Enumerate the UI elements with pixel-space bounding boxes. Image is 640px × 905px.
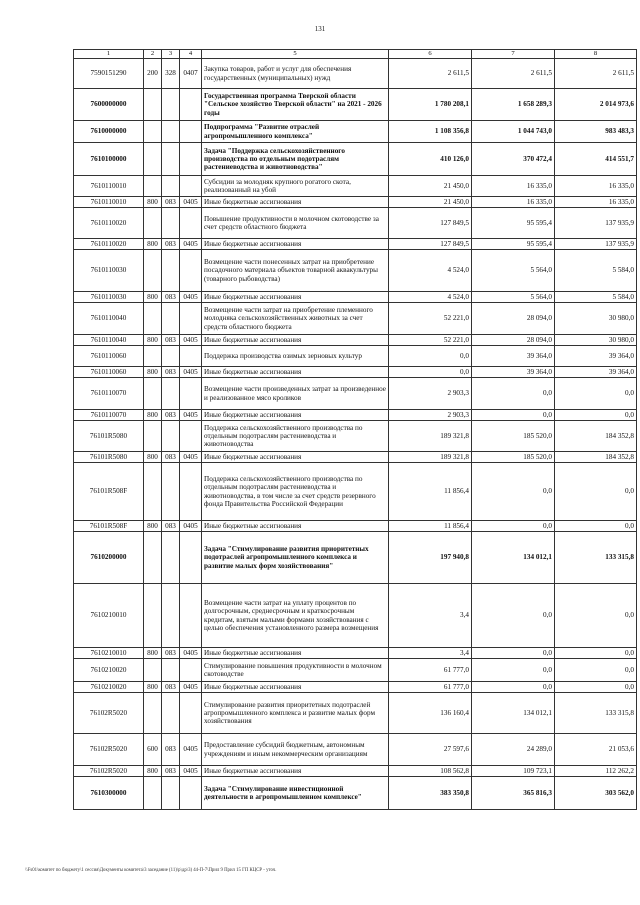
- header-cell: 1: [74, 50, 144, 59]
- amount-2023-cell: 112 262,2: [555, 766, 637, 777]
- expense-type-cell: 800: [144, 682, 162, 693]
- section-code-cell: [180, 421, 202, 452]
- table-row: [74, 777, 637, 810]
- table-row: [74, 176, 637, 197]
- ministry-code-cell: 083: [162, 452, 180, 463]
- amount-2022-cell: 16 335,0: [472, 197, 555, 208]
- amount-2023-cell: 0,0: [555, 410, 637, 421]
- expense-type-cell: [144, 303, 162, 335]
- amount-2022-cell: 95 595,4: [472, 239, 555, 250]
- amount-2023-cell: 2 611,5: [555, 59, 637, 89]
- expense-type-cell: 800: [144, 648, 162, 659]
- amount-2021-cell: 4 524,0: [389, 250, 472, 292]
- kcsr-code-cell: 7600000000: [74, 89, 144, 121]
- table-row: [74, 335, 637, 346]
- amount-2023-cell: 0,0: [555, 521, 637, 532]
- amount-2022-cell: 0,0: [472, 521, 555, 532]
- description-cell: Поддержка сельскохозяйственного производства по отдельным подотраслям растениеводства и животноводства: [202, 421, 389, 452]
- amount-2022-cell: 0,0: [472, 378, 555, 410]
- section-code-cell: [180, 143, 202, 176]
- expense-type-cell: [144, 121, 162, 143]
- description-cell: Государственная программа Тверской области "Сельское хозяйство Тверской области" на 2021 - 2026 годы: [202, 89, 389, 121]
- amount-2022-cell: 0,0: [472, 463, 555, 521]
- ministry-code-cell: 083: [162, 197, 180, 208]
- expense-type-cell: 800: [144, 239, 162, 250]
- expense-type-cell: [144, 693, 162, 734]
- kcsr-code-cell: 7610110010: [74, 176, 144, 197]
- amount-2022-cell: 185 520,0: [472, 421, 555, 452]
- amount-2022-cell: 95 595,4: [472, 208, 555, 239]
- amount-2022-cell: 109 723,1: [472, 766, 555, 777]
- table-row: [74, 303, 637, 335]
- amount-2022-cell: 0,0: [472, 659, 555, 682]
- amount-2021-cell: 21 450,0: [389, 197, 472, 208]
- kcsr-code-cell: 7610110060: [74, 346, 144, 367]
- ministry-code-cell: [162, 532, 180, 584]
- table-row: [74, 89, 637, 121]
- footer-path: \\Fs01\комитет по бюджету\1 сессия\Документы комитета\3 заседание (11)\р\др\3) 44-П-7\Прил 9 Прил 15 ГП КЦСР - уточ.: [25, 868, 277, 873]
- header-cell: 5: [202, 50, 389, 59]
- kcsr-code-cell: 7610300000: [74, 777, 144, 810]
- description-cell: Иные бюджетные ассигнования: [202, 197, 389, 208]
- ministry-code-cell: [162, 176, 180, 197]
- section-code-cell: 0405: [180, 734, 202, 766]
- amount-2021-cell: 52 221,0: [389, 303, 472, 335]
- table-row: [74, 121, 637, 143]
- kcsr-code-cell: 7610000000: [74, 121, 144, 143]
- expense-type-cell: [144, 378, 162, 410]
- kcsr-code-cell: 7610210010: [74, 648, 144, 659]
- kcsr-code-cell: 7610110070: [74, 378, 144, 410]
- expense-type-cell: [144, 421, 162, 452]
- description-cell: Повышение продуктивности в молочном скотоводстве за счет средств областного бюджета: [202, 208, 389, 239]
- kcsr-code-cell: 76101R5080: [74, 452, 144, 463]
- page-number: 131: [314, 25, 326, 33]
- ministry-code-cell: [162, 378, 180, 410]
- budget-table: [73, 49, 637, 810]
- amount-2023-cell: 0,0: [555, 648, 637, 659]
- description-cell: Иные бюджетные ассигнования: [202, 335, 389, 346]
- header-cell: 3: [162, 50, 180, 59]
- expense-type-cell: 200: [144, 59, 162, 89]
- description-cell: Иные бюджетные ассигнования: [202, 367, 389, 378]
- kcsr-code-cell: 76102R5020: [74, 734, 144, 766]
- kcsr-code-cell: 7610210020: [74, 682, 144, 693]
- amount-2021-cell: 61 777,0: [389, 659, 472, 682]
- section-code-cell: 0405: [180, 292, 202, 303]
- ministry-code-cell: 083: [162, 648, 180, 659]
- ministry-code-cell: [162, 693, 180, 734]
- amount-2022-cell: 0,0: [472, 648, 555, 659]
- ministry-code-cell: [162, 346, 180, 367]
- section-code-cell: 0405: [180, 367, 202, 378]
- amount-2021-cell: 21 450,0: [389, 176, 472, 197]
- section-code-cell: [180, 250, 202, 292]
- amount-2022-cell: 2 611,5: [472, 59, 555, 89]
- amount-2021-cell: 2 611,5: [389, 59, 472, 89]
- expense-type-cell: [144, 143, 162, 176]
- section-code-cell: 0405: [180, 682, 202, 693]
- amount-2023-cell: 5 584,0: [555, 292, 637, 303]
- ministry-code-cell: 083: [162, 335, 180, 346]
- header-row: [74, 50, 637, 59]
- table-row: [74, 197, 637, 208]
- amount-2021-cell: 0,0: [389, 346, 472, 367]
- expense-type-cell: 600: [144, 734, 162, 766]
- ministry-code-cell: [162, 143, 180, 176]
- kcsr-code-cell: 7610200000: [74, 532, 144, 584]
- kcsr-code-cell: 7610210010: [74, 584, 144, 648]
- amount-2021-cell: 4 524,0: [389, 292, 472, 303]
- description-cell: Задача "Стимулирование инвестиционной деятельности в агропромышленном комплексе": [202, 777, 389, 810]
- ministry-code-cell: 083: [162, 410, 180, 421]
- section-code-cell: [180, 208, 202, 239]
- kcsr-code-cell: 76101R5080: [74, 421, 144, 452]
- section-code-cell: [180, 659, 202, 682]
- table-row: [74, 421, 637, 452]
- section-code-cell: [180, 303, 202, 335]
- kcsr-code-cell: 7610100000: [74, 143, 144, 176]
- amount-2023-cell: 133 315,8: [555, 693, 637, 734]
- section-code-cell: 0405: [180, 648, 202, 659]
- table-row: [74, 648, 637, 659]
- amount-2023-cell: 39 364,0: [555, 367, 637, 378]
- amount-2021-cell: 410 126,0: [389, 143, 472, 176]
- ministry-code-cell: [162, 303, 180, 335]
- expense-type-cell: 800: [144, 197, 162, 208]
- description-cell: Возмещение части затрат на приобретение племенного молодняка сельскохозяйственных животных за счет средств областного бюджета: [202, 303, 389, 335]
- expense-type-cell: [144, 89, 162, 121]
- description-cell: Субсидии за молодняк крупного рогатого скота, реализованный на убой: [202, 176, 389, 197]
- section-code-cell: [180, 532, 202, 584]
- amount-2023-cell: 30 980,0: [555, 335, 637, 346]
- amount-2021-cell: 27 597,6: [389, 734, 472, 766]
- amount-2021-cell: 108 562,8: [389, 766, 472, 777]
- amount-2021-cell: 11 856,4: [389, 521, 472, 532]
- amount-2023-cell: 983 483,3: [555, 121, 637, 143]
- table-row: [74, 59, 637, 89]
- amount-2022-cell: 185 520,0: [472, 452, 555, 463]
- kcsr-code-cell: 7610110030: [74, 292, 144, 303]
- kcsr-code-cell: 7610110060: [74, 367, 144, 378]
- amount-2021-cell: 3,4: [389, 648, 472, 659]
- amount-2021-cell: 1 780 208,1: [389, 89, 472, 121]
- section-code-cell: [180, 378, 202, 410]
- ministry-code-cell: 083: [162, 682, 180, 693]
- section-code-cell: [180, 89, 202, 121]
- amount-2021-cell: 2 903,3: [389, 378, 472, 410]
- table-row: [74, 452, 637, 463]
- kcsr-code-cell: 7610110010: [74, 197, 144, 208]
- ministry-code-cell: [162, 250, 180, 292]
- table-row: [74, 532, 637, 584]
- ministry-code-cell: 083: [162, 521, 180, 532]
- amount-2023-cell: 30 980,0: [555, 303, 637, 335]
- amount-2023-cell: 414 551,7: [555, 143, 637, 176]
- amount-2022-cell: 1 044 743,0: [472, 121, 555, 143]
- amount-2023-cell: 16 335,0: [555, 197, 637, 208]
- section-code-cell: 0405: [180, 410, 202, 421]
- amount-2022-cell: 0,0: [472, 410, 555, 421]
- amount-2022-cell: 370 472,4: [472, 143, 555, 176]
- ministry-code-cell: 328: [162, 59, 180, 89]
- table-row: [74, 766, 637, 777]
- expense-type-cell: 800: [144, 452, 162, 463]
- amount-2021-cell: 127 849,5: [389, 208, 472, 239]
- amount-2021-cell: 52 221,0: [389, 335, 472, 346]
- amount-2022-cell: 5 564,0: [472, 292, 555, 303]
- ministry-code-cell: [162, 421, 180, 452]
- description-cell: Иные бюджетные ассигнования: [202, 682, 389, 693]
- kcsr-code-cell: 76102R5020: [74, 693, 144, 734]
- ministry-code-cell: [162, 121, 180, 143]
- table-row: [74, 682, 637, 693]
- amount-2023-cell: 39 364,0: [555, 346, 637, 367]
- table-row: [74, 292, 637, 303]
- amount-2022-cell: 134 012,1: [472, 693, 555, 734]
- ministry-code-cell: [162, 89, 180, 121]
- amount-2023-cell: 5 584,0: [555, 250, 637, 292]
- section-code-cell: 0405: [180, 766, 202, 777]
- description-cell: Стимулирование развития приоритетных подотраслей агропромышленного комплекса и развитие малых форм хозяйствования: [202, 693, 389, 734]
- section-code-cell: 0405: [180, 197, 202, 208]
- expense-type-cell: [144, 463, 162, 521]
- description-cell: Возмещение части произведенных затрат за произведенное и реализованное мясо кроликов: [202, 378, 389, 410]
- amount-2022-cell: 16 335,0: [472, 176, 555, 197]
- amount-2021-cell: 1 108 356,8: [389, 121, 472, 143]
- amount-2023-cell: 184 352,8: [555, 452, 637, 463]
- kcsr-code-cell: 7610110020: [74, 239, 144, 250]
- amount-2023-cell: 0,0: [555, 584, 637, 648]
- expense-type-cell: 800: [144, 410, 162, 421]
- kcsr-code-cell: 7610110020: [74, 208, 144, 239]
- amount-2022-cell: 0,0: [472, 584, 555, 648]
- expense-type-cell: 800: [144, 335, 162, 346]
- expense-type-cell: 800: [144, 367, 162, 378]
- table-row: [74, 367, 637, 378]
- section-code-cell: 0405: [180, 335, 202, 346]
- amount-2023-cell: 184 352,8: [555, 421, 637, 452]
- section-code-cell: [180, 463, 202, 521]
- header-cell: 7: [472, 50, 555, 59]
- expense-type-cell: 800: [144, 521, 162, 532]
- amount-2021-cell: 127 849,5: [389, 239, 472, 250]
- amount-2023-cell: 0,0: [555, 659, 637, 682]
- table-row: [74, 659, 637, 682]
- amount-2022-cell: 39 364,0: [472, 346, 555, 367]
- amount-2022-cell: 24 289,0: [472, 734, 555, 766]
- amount-2023-cell: 2 014 973,6: [555, 89, 637, 121]
- table-row: [74, 521, 637, 532]
- expense-type-cell: [144, 659, 162, 682]
- kcsr-code-cell: 7610110030: [74, 250, 144, 292]
- table-row: [74, 250, 637, 292]
- description-cell: Иные бюджетные ассигнования: [202, 766, 389, 777]
- amount-2022-cell: 0,0: [472, 682, 555, 693]
- description-cell: Возмещение части затрат на уплату процентов по долгосрочным, среднесрочным и краткосрочным кредитам, взятым малыми формами хозяйствования с целью обеспечения установленного размера возмещения: [202, 584, 389, 648]
- section-code-cell: [180, 693, 202, 734]
- description-cell: Поддержка производства озимых зерновых культур: [202, 346, 389, 367]
- description-cell: Задача "Поддержка сельскохозяйственного производства по отдельным подотраслям растениеводства и животноводства": [202, 143, 389, 176]
- table-row: [74, 693, 637, 734]
- section-code-cell: [180, 584, 202, 648]
- ministry-code-cell: 083: [162, 367, 180, 378]
- section-code-cell: 0407: [180, 59, 202, 89]
- description-cell: Поддержка сельскохозяйственного производства по отдельным подотраслям растениеводства и животноводства, в том числе за счет средств резервного фонда Правительства Российской Федерации: [202, 463, 389, 521]
- amount-2021-cell: 383 350,8: [389, 777, 472, 810]
- header-cell: 4: [180, 50, 202, 59]
- amount-2023-cell: 137 935,9: [555, 208, 637, 239]
- expense-type-cell: [144, 584, 162, 648]
- kcsr-code-cell: 76102R5020: [74, 766, 144, 777]
- ministry-code-cell: 083: [162, 766, 180, 777]
- ministry-code-cell: [162, 659, 180, 682]
- section-code-cell: 0405: [180, 239, 202, 250]
- amount-2023-cell: 0,0: [555, 378, 637, 410]
- amount-2023-cell: 0,0: [555, 463, 637, 521]
- description-cell: Иные бюджетные ассигнования: [202, 521, 389, 532]
- section-code-cell: 0405: [180, 521, 202, 532]
- expense-type-cell: [144, 532, 162, 584]
- table-body: [74, 59, 637, 810]
- amount-2022-cell: 1 658 289,3: [472, 89, 555, 121]
- description-cell: Иные бюджетные ассигнования: [202, 648, 389, 659]
- description-cell: Возмещение части понесенных затрат на приобретение посадочного материала объектов товарной аквакультуры (товарного рыбоводства): [202, 250, 389, 292]
- ministry-code-cell: 083: [162, 734, 180, 766]
- kcsr-code-cell: 7610110040: [74, 303, 144, 335]
- amount-2023-cell: 0,0: [555, 682, 637, 693]
- amount-2021-cell: 189 321,8: [389, 452, 472, 463]
- expense-type-cell: 800: [144, 766, 162, 777]
- ministry-code-cell: 083: [162, 239, 180, 250]
- table-row: [74, 208, 637, 239]
- expense-type-cell: 800: [144, 292, 162, 303]
- description-cell: Иные бюджетные ассигнования: [202, 292, 389, 303]
- kcsr-code-cell: 76101R508F: [74, 521, 144, 532]
- amount-2022-cell: 28 094,0: [472, 303, 555, 335]
- amount-2022-cell: 5 564,0: [472, 250, 555, 292]
- ministry-code-cell: 083: [162, 292, 180, 303]
- amount-2023-cell: 303 562,0: [555, 777, 637, 810]
- header-cell: 6: [389, 50, 472, 59]
- header-cell: 8: [555, 50, 637, 59]
- amount-2022-cell: 28 094,0: [472, 335, 555, 346]
- amount-2022-cell: 365 816,3: [472, 777, 555, 810]
- amount-2021-cell: 197 940,8: [389, 532, 472, 584]
- section-code-cell: [180, 346, 202, 367]
- table-row: [74, 143, 637, 176]
- description-cell: Задача "Стимулирование развития приоритетных подотраслей агропромышленного комплекса и развитие малых форм хозяйствования": [202, 532, 389, 584]
- section-code-cell: [180, 121, 202, 143]
- section-code-cell: [180, 176, 202, 197]
- expense-type-cell: [144, 777, 162, 810]
- amount-2023-cell: 21 053,6: [555, 734, 637, 766]
- amount-2021-cell: 189 321,8: [389, 421, 472, 452]
- description-cell: Иные бюджетные ассигнования: [202, 410, 389, 421]
- amount-2021-cell: 0,0: [389, 367, 472, 378]
- ministry-code-cell: [162, 777, 180, 810]
- amount-2021-cell: 2 903,3: [389, 410, 472, 421]
- description-cell: Иные бюджетные ассигнования: [202, 239, 389, 250]
- table-row: [74, 410, 637, 421]
- section-code-cell: 0405: [180, 452, 202, 463]
- amount-2021-cell: 136 160,4: [389, 693, 472, 734]
- table-row: [74, 378, 637, 410]
- table-row: [74, 239, 637, 250]
- amount-2021-cell: 11 856,4: [389, 463, 472, 521]
- amount-2021-cell: 61 777,0: [389, 682, 472, 693]
- kcsr-code-cell: 7590151290: [74, 59, 144, 89]
- expense-type-cell: [144, 176, 162, 197]
- amount-2023-cell: 137 935,9: [555, 239, 637, 250]
- kcsr-code-cell: 7610110040: [74, 335, 144, 346]
- kcsr-code-cell: 7610210020: [74, 659, 144, 682]
- description-cell: Иные бюджетные ассигнования: [202, 452, 389, 463]
- amount-2021-cell: 3,4: [389, 584, 472, 648]
- amount-2022-cell: 134 012,1: [472, 532, 555, 584]
- table-row: [74, 584, 637, 648]
- description-cell: Подпрограмма "Развитие отраслей агропромышленного комплекса": [202, 121, 389, 143]
- expense-type-cell: [144, 250, 162, 292]
- table-row: [74, 463, 637, 521]
- amount-2023-cell: 133 315,8: [555, 532, 637, 584]
- kcsr-code-cell: 7610110070: [74, 410, 144, 421]
- description-cell: Предоставление субсидий бюджетным, автономным учреждениям и иным некоммерческим организациям: [202, 734, 389, 766]
- table-row: [74, 734, 637, 766]
- header-cell: 2: [144, 50, 162, 59]
- expense-type-cell: [144, 208, 162, 239]
- expense-type-cell: [144, 346, 162, 367]
- table-row: [74, 346, 637, 367]
- ministry-code-cell: [162, 208, 180, 239]
- description-cell: Закупка товаров, работ и услуг для обеспечения государственных (муниципальных) нужд: [202, 59, 389, 89]
- amount-2023-cell: 16 335,0: [555, 176, 637, 197]
- kcsr-code-cell: 76101R508F: [74, 463, 144, 521]
- ministry-code-cell: [162, 463, 180, 521]
- ministry-code-cell: [162, 584, 180, 648]
- section-code-cell: [180, 777, 202, 810]
- description-cell: Стимулирование повышения продуктивности в молочном скотоводстве: [202, 659, 389, 682]
- amount-2022-cell: 39 364,0: [472, 367, 555, 378]
